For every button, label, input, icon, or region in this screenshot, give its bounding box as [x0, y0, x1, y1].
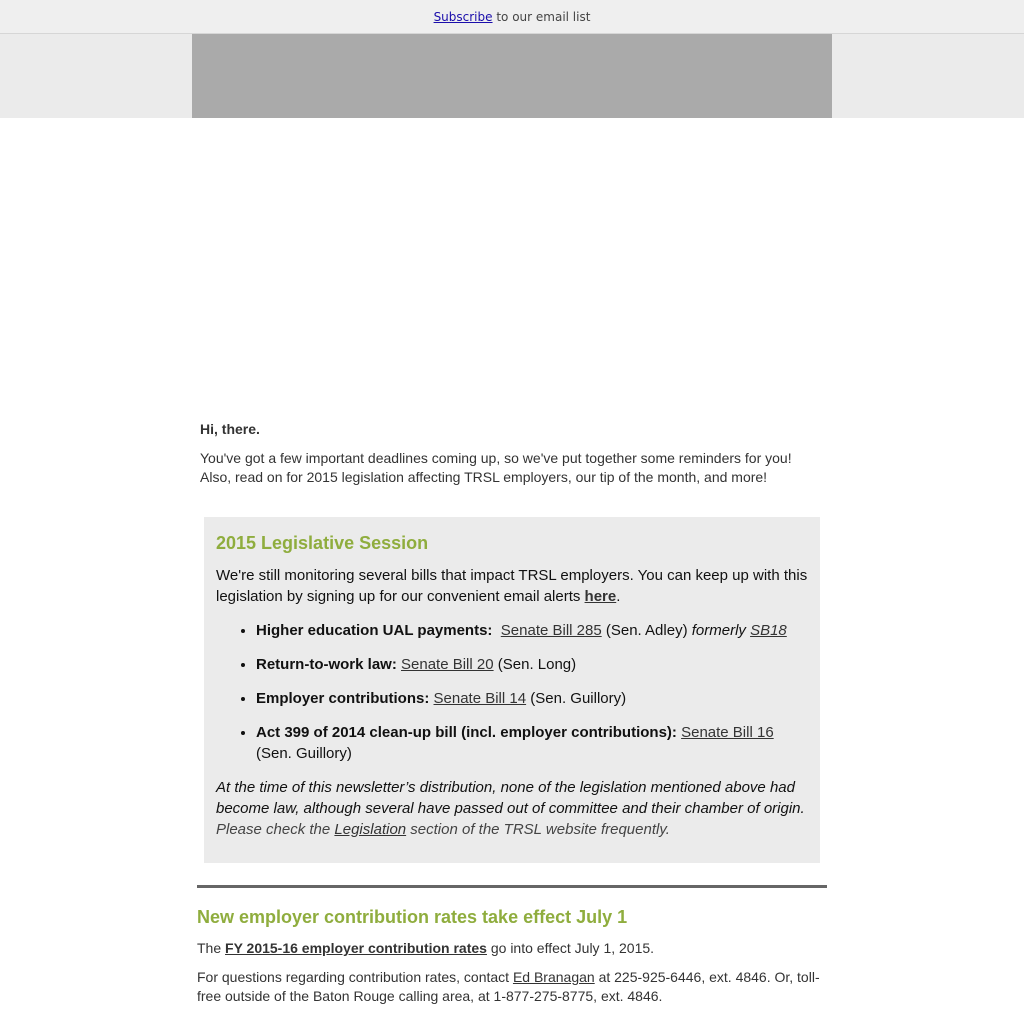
bill-item: [256, 688, 808, 709]
bill-formerly: formerly: [691, 622, 746, 639]
legislative-intro-text: We're still monitoring several bills that impact TRSL employers. You can keep up with this legislation by signing up for our convenient email alerts: [216, 567, 808, 605]
bill-label: Employer contributions:: [256, 690, 430, 707]
note-check-end: section of the TRSL website frequently.: [406, 821, 670, 838]
rates-p1-text: The: [197, 940, 226, 956]
rates-title: New employer contribution rates take effect July 1: [197, 907, 628, 927]
bill-item: [256, 722, 808, 764]
senate-bill-20-link[interactable]: Senate Bill 20: [401, 656, 494, 673]
subscribe-text: to our email list: [492, 10, 591, 24]
hero-image-area: [192, 118, 832, 408]
bill-sponsor: (Sen. Adley): [601, 622, 692, 639]
rates-paragraph-2: [197, 968, 827, 1006]
contribution-rates-link[interactable]: FY 2015-16 employer contribution rates: [225, 940, 487, 956]
bill-sponsor: (Sen. Long): [493, 656, 577, 673]
senate-bill-14-link[interactable]: Senate Bill 14: [433, 690, 527, 707]
legislative-intro: [216, 565, 808, 607]
note-check-text: Please check the: [216, 821, 335, 838]
bill-label: Return-to-work law:: [256, 656, 397, 673]
intro-body: You've got a few important deadlines coming up, so we've put together some reminders for you! Also, read on for 2015 legislation affecting TRSL employers, our tip of the month, and more!: [200, 450, 792, 485]
bill-label: Act 399 of 2014 clean-up bill (incl. employer contributions):: [256, 724, 677, 741]
bill-item: [256, 654, 808, 675]
bill-sponsor: (Sen. Guillory): [526, 690, 627, 707]
legislative-title: 2015 Legislative Session: [216, 533, 429, 553]
bill-sponsor: (Sen. Guillory): [256, 745, 352, 762]
legislation-note-main: At the time of this newsletter’s distribution, none of the legislation mentioned above had become law, although several have passed out of committee and their chamber of origin.: [216, 779, 805, 817]
legislation-note: [216, 777, 808, 840]
bill-item: [256, 620, 808, 641]
subscribe-bar: [0, 0, 1024, 34]
section-divider: [197, 885, 827, 888]
intro-section: [200, 420, 820, 497]
legislative-intro-end: .: [616, 588, 621, 605]
email-alerts-link[interactable]: here: [584, 588, 617, 605]
header-banner-image: [192, 34, 832, 118]
rates-paragraph-1: [197, 939, 827, 958]
rates-p1-end: go into effect July 1, 2015.: [486, 940, 655, 956]
ed-branagan-link[interactable]: Ed Branagan: [512, 969, 595, 985]
subscribe-link[interactable]: Subscribe: [433, 10, 493, 24]
legislative-session-box: [204, 517, 820, 863]
bill-label: Higher education UAL payments:: [256, 622, 493, 639]
legislation-note-check: [216, 821, 670, 838]
rates-p2-text: For questions regarding contribution rates, contact: [197, 969, 513, 985]
greeting: Hi, there.: [200, 421, 260, 437]
sb18-link[interactable]: SB18: [750, 622, 787, 639]
contribution-rates-section: [197, 905, 827, 1016]
senate-bill-285-link[interactable]: Senate Bill 285: [500, 622, 602, 639]
senate-bill-16-link[interactable]: Senate Bill 16: [681, 724, 774, 741]
bill-list: [216, 620, 808, 764]
legislation-section-link[interactable]: Legislation: [334, 821, 407, 838]
rates-p2-end: at 225-925-6446, ext. 4846. Or, toll-free outside of the Baton Rouge calling area, at 1-877-275-8775, ext. 4846.: [197, 969, 820, 1004]
